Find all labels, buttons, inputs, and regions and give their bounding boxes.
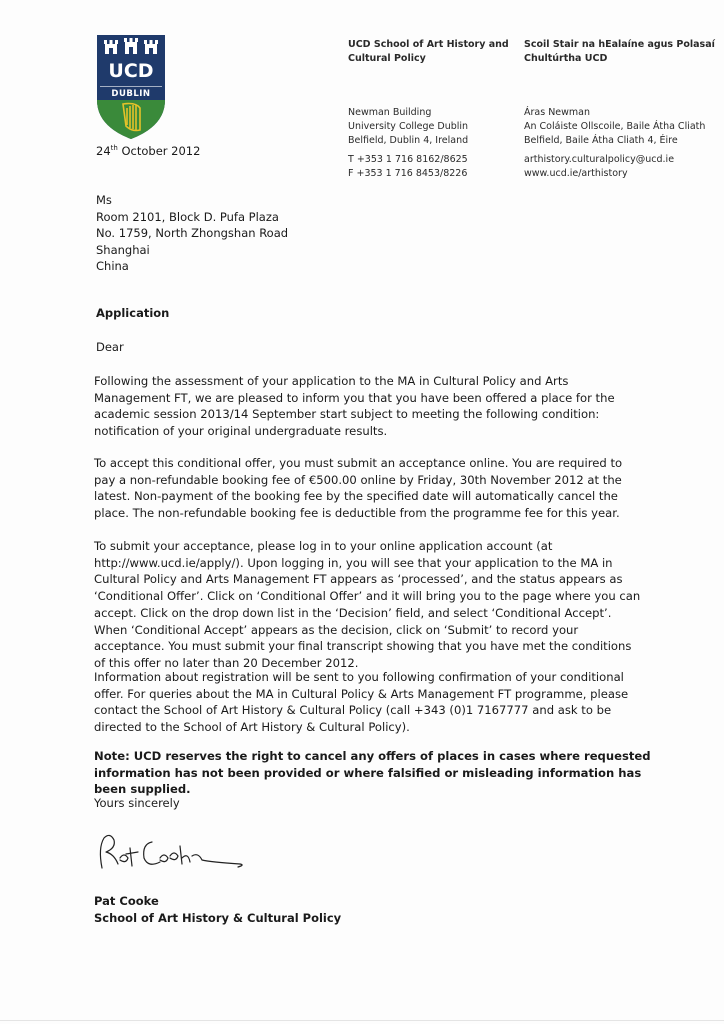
salutation: Dear	[96, 340, 124, 354]
phone-number: T +353 1 716 8162/8625	[348, 154, 468, 165]
letter-date: 24th October 2012	[96, 144, 201, 158]
school-name-irish: Scoil Stair na hEalaíne agus Polasaí Chultúrtha UCD	[524, 39, 715, 64]
recipient-line: Shanghai	[96, 242, 150, 257]
body-paragraph-registration: Information about registration will be sent to you following confirmation of your conditional offer. For queries about the MA in Cultural Policy & Arts Management FT programme, please contact the School of Art History & Cultural Policy (call +343 (0)1 7167777 and ask to be directed to the School of Art History & Cultural Policy).	[94, 670, 629, 735]
page-bottom-rule	[0, 1020, 724, 1021]
ucd-crest-logo	[96, 34, 166, 140]
header-irish	[524, 38, 724, 179]
body-paragraph-instructions: To submit your acceptance, please log in to your online application account (at http://www.ucd.ie/apply/). Upon logging in, you will see that your application to the MA in Cultural Policy and Arts Management FT appears as ‘processed’, and the status appears as ‘Conditional Offer’. Click on ‘Conditional Offer’ and it will bring you to the page where you can accept. Click on the drop down list in the ‘Decision’ field, and select ‘Conditional Accept’. When ‘Conditional Accept’ appears as the decision, click on ‘Submit’ to record your acceptance. You must submit your final transcript showing that you have met the conditions of this offer no later than 20 December 2012.	[94, 539, 641, 670]
recipient-line: No. 1759, North Zhongshan Road	[96, 226, 289, 240]
body-paragraph-booking-fee: To accept this conditional offer, you must submit an acceptance online. You are required to pay a non-refundable booking fee of €500.00 online by Friday, 30th November 2012 at the latest. Non-payment of the booking fee by the specified date will automatically cancel the place. The non-refundable booking fee is deductible from the programme fee for this year.	[94, 456, 623, 521]
body-paragraph-offer: Following the assessment of your application to the MA in Cultural Policy and Arts Management FT, we are pleased to inform you that you have been offered a place for the academic session 2013/14 September start subject to meeting the following condition: notification of your original undergraduate results.	[94, 374, 615, 439]
website-address: www.ucd.ie/arthistory	[524, 168, 628, 179]
closing: Yours sincerely	[94, 796, 180, 810]
school-name-english: UCD School of Art History and Cultural Policy	[348, 39, 509, 64]
school-address-english: Newman Building University College Dublin Belfield, Dublin 4, Ireland	[348, 107, 469, 146]
school-contact-irish	[524, 153, 674, 181]
recipient-line: China	[96, 259, 129, 273]
logo-wordmark: UCD	[108, 60, 154, 82]
recipient-line: Room 2101, Block D. Pufa Plaza	[96, 209, 279, 224]
signer-title: School of Art History & Cultural Policy	[94, 911, 342, 925]
header-english	[348, 38, 509, 179]
recipient-address	[96, 192, 288, 275]
logo-city: DUBLIN	[111, 89, 151, 99]
note-paragraph: Note: UCD reserves the right to cancel any offers of places in cases where requested information has not been provided or where falsified or misleading information has been supplied.	[94, 749, 651, 797]
school-contact-english	[348, 153, 468, 181]
school-address-irish: Áras Newman An Coláiste Ollscoile, Baile Átha Cliath Belfield, Baile Átha Cliath 4, Éire	[524, 107, 706, 146]
fax-number: F +353 1 716 8453/8226	[348, 168, 468, 179]
letter-subject: Application	[96, 306, 170, 320]
signer-name: Pat Cooke	[94, 894, 159, 908]
handwritten-signature	[90, 828, 250, 878]
recipient-line: Ms	[96, 193, 112, 207]
signer-block	[94, 893, 341, 927]
email-address: arthistory.culturalpolicy@ucd.ie	[524, 154, 675, 165]
